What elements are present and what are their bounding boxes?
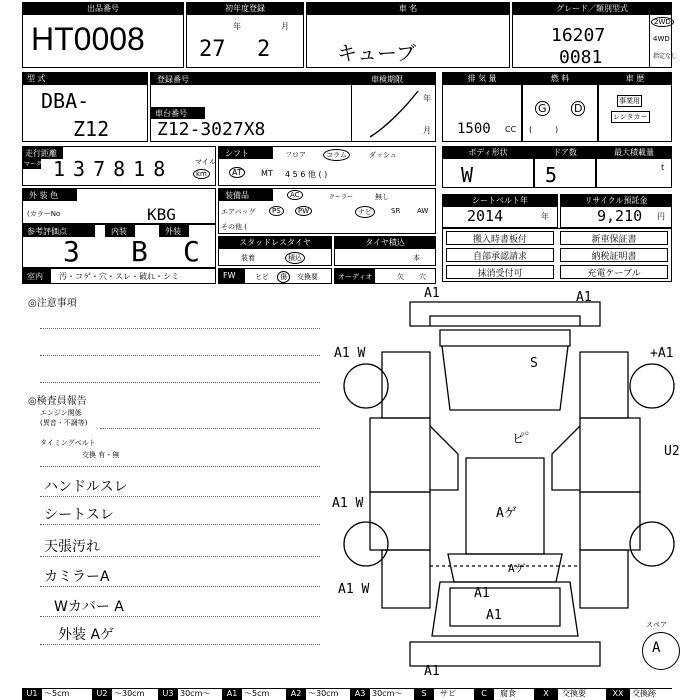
- mileage-cell: [22, 146, 216, 186]
- displacement-label: 排 気 量: [443, 73, 521, 85]
- grades-score: 3: [63, 235, 80, 268]
- spare-label: スペア: [646, 621, 667, 629]
- car-diagram: [330, 286, 690, 686]
- grade-cell: [512, 2, 678, 68]
- chassis-value: Z12-3027X8: [157, 119, 266, 140]
- note-4: カミラーA: [44, 569, 110, 585]
- doc-6: 充電ケーブル: [560, 265, 668, 279]
- inspector-heading: ◎検査員報告: [28, 396, 87, 407]
- grades-interior-label: 内装: [111, 227, 127, 236]
- fuel-label: 燃 料: [523, 73, 597, 85]
- first-reg-year: 27: [199, 37, 226, 62]
- drive-2wd: 2WD: [651, 17, 674, 27]
- grade-label: グレード／類別型式: [513, 3, 671, 15]
- note-1: ハンドルスレ: [44, 479, 128, 495]
- color-sub: (カラーNo: [27, 210, 61, 218]
- studless-opt1: 装着: [241, 254, 255, 262]
- inspection-month-label: 月: [423, 126, 431, 135]
- legend-key-c: C: [474, 688, 494, 700]
- fw-label: FW: [223, 271, 236, 280]
- equip-sr: SR: [391, 207, 401, 215]
- grades-exterior: C: [183, 235, 200, 268]
- equip-cooler: クーラー: [329, 194, 354, 201]
- grades-label: 参考評価点: [27, 227, 67, 236]
- studless-cell: [218, 236, 332, 266]
- shift-dash: ダッシュ: [369, 151, 397, 159]
- legend-text-x: 交換要: [562, 689, 586, 698]
- shift-mt: MT: [261, 169, 273, 178]
- shift-label: シフト: [225, 149, 249, 158]
- mark-1: A1: [424, 286, 440, 301]
- history-label: 車 歴: [599, 73, 671, 85]
- caution-heading: ◎注意事項: [28, 298, 77, 309]
- mark-14: A1: [486, 608, 502, 623]
- equip-airbag: エアバッグ: [221, 208, 256, 216]
- mark-10: Aゲ: [508, 562, 526, 575]
- doc-2: 新車保証書: [560, 231, 668, 245]
- recycle-unit: 円: [657, 212, 665, 221]
- shift-cell: [218, 146, 436, 186]
- first-reg-year-label: 年: [233, 22, 241, 31]
- grade-line1: 16207: [551, 25, 606, 46]
- fuel-d: D: [571, 101, 585, 116]
- studless-label: スタッドレスタイヤ: [219, 237, 331, 249]
- fw-cell: [218, 268, 332, 284]
- grades-interior: B: [131, 235, 148, 268]
- lot-number-label: 出品番号: [23, 3, 183, 15]
- equip-ps: PS: [269, 206, 284, 216]
- mark-3: A1 W: [334, 346, 366, 361]
- tire-load-unit: 本: [413, 254, 420, 262]
- legend-key-xx: XX: [606, 688, 630, 700]
- mark-8: A1 W: [332, 496, 364, 511]
- mark-9: Aゲ: [496, 506, 517, 521]
- equipment-label: 装備品: [225, 191, 249, 200]
- legend-text-xx: 交換跡: [632, 689, 656, 698]
- inspection-label: 車検期限: [371, 75, 403, 84]
- inspection-strike: [366, 87, 422, 141]
- engine-label: エンジン関係: [40, 409, 82, 417]
- equip-other: その他 (: [221, 223, 247, 231]
- displacement-unit: CC: [505, 125, 517, 134]
- model-label: 型 式: [23, 73, 147, 85]
- mark-12: A1 W: [338, 582, 370, 597]
- legend-text-c: 腐食: [500, 689, 516, 698]
- interior-note-label: 室内: [27, 272, 43, 281]
- doors-label: ドア数: [535, 147, 595, 159]
- displacement-value: 1500: [457, 121, 491, 137]
- history-opt1: 事業用: [619, 97, 640, 105]
- grades-cell: [22, 224, 216, 268]
- timing-sub: 交換 有・無: [82, 451, 120, 459]
- spare-mark: A: [652, 640, 661, 656]
- equip-ac: AC: [287, 190, 303, 200]
- timing-label: タイミングベルト: [40, 439, 96, 447]
- legend-text-u2: ～30cm: [114, 689, 145, 698]
- legend-key-s: S: [414, 688, 434, 700]
- car-name-value: キューブ: [337, 41, 416, 65]
- mileage-unit-km: km: [193, 169, 210, 179]
- doc-3: 自部承認請求: [446, 248, 554, 262]
- registration-cell: [150, 72, 436, 142]
- chassis-label: 車台番号: [155, 109, 187, 118]
- equipment-cell: [218, 188, 436, 234]
- first-reg-month-label: 月: [281, 22, 289, 31]
- shift-column: コラム: [323, 149, 350, 161]
- capacity-label: 最大積載量: [597, 147, 671, 159]
- note-6: 外装 Aゲ: [58, 627, 115, 643]
- note-3: 天張汚れ: [44, 539, 100, 555]
- equip-aw: AW: [417, 207, 429, 215]
- history-opt2: レンタカー: [613, 113, 648, 121]
- grade-line2: 0081: [559, 47, 603, 68]
- doc-1: 搬入時書板付: [446, 231, 554, 245]
- shift-floor: フロア: [285, 151, 306, 159]
- mileage-label: 走行距離: [25, 149, 57, 158]
- fw-opt1: ヒビ: [255, 273, 269, 281]
- fw-opt3: 交換要: [297, 273, 318, 281]
- car-name-cell: [306, 2, 510, 68]
- studless-opt2: 積込: [285, 252, 305, 264]
- inspection-year-label: 年: [423, 94, 431, 103]
- color-value: KBG: [147, 205, 176, 224]
- first-registration-label: 初年度登録: [187, 3, 303, 15]
- audio-opt1: 欠: [397, 273, 404, 281]
- audio-opt2: 穴: [419, 273, 426, 281]
- doors-cell: [534, 146, 596, 188]
- seatbelt-label: シートベルト年: [443, 195, 557, 207]
- interior-note-cell: [22, 268, 216, 284]
- body-cell: [442, 146, 534, 188]
- doc-5: 抹消受付可: [446, 265, 554, 279]
- color-cell: [22, 188, 216, 224]
- first-reg-month: 2: [257, 37, 271, 62]
- legend-key-a3: A3: [350, 688, 370, 700]
- mileage-mark: マーク: [24, 161, 43, 168]
- model-value1: DBA-: [41, 89, 90, 113]
- legend-key-u3: U3: [158, 688, 178, 700]
- doors-value: 5: [545, 163, 558, 187]
- seatbelt-unit: 年: [541, 212, 549, 221]
- legend-key-x: X: [534, 688, 558, 700]
- mileage-unit-mile: マイル: [195, 158, 216, 166]
- displacement-cell: [442, 72, 522, 142]
- legend-key-a1: A1: [222, 688, 242, 700]
- car-name-label: 車 名: [307, 3, 509, 15]
- body-label: ボディ形状: [443, 147, 533, 159]
- legend-text-a1: ～5cm: [244, 689, 270, 698]
- grades-exterior-label: 外装: [165, 227, 181, 236]
- legend-key-a2: A2: [286, 688, 306, 700]
- interior-note-text: 汚・コゲ・穴・スレ・破れ・シミ: [59, 272, 179, 281]
- recycle-cell: [560, 194, 672, 228]
- lot-number-cell: [22, 2, 184, 68]
- mark-6: ピ゜: [512, 432, 539, 447]
- tire-load-label: タイヤ積込: [335, 237, 435, 249]
- mark-7: U2: [664, 444, 680, 459]
- legend-key-u2: U2: [92, 688, 112, 700]
- color-label: 外 装 色: [29, 191, 59, 200]
- spare-tire: [642, 632, 680, 670]
- mark-4: +A1: [650, 346, 674, 361]
- fuel-cell: 燃 料 G D ( ): [522, 72, 598, 142]
- legend-text-s: サビ: [440, 689, 456, 698]
- seatbelt-value: 2014: [467, 207, 504, 225]
- drive-4wd: 4WD: [653, 35, 670, 43]
- legend-key-u1: U1: [22, 688, 42, 700]
- model-cell: [22, 72, 148, 142]
- seatbelt-cell: [442, 194, 558, 228]
- legend-text-u3: 30cm～: [180, 689, 211, 698]
- drive-spec: 指定なし: [653, 53, 678, 60]
- legend-text-a3: 30cm～: [372, 689, 403, 698]
- mark-13: A1: [424, 664, 440, 679]
- registration-number-label: 登録番号: [157, 75, 189, 84]
- audio-cell: [334, 268, 436, 284]
- tire-load-cell: [334, 236, 436, 266]
- note-5: Wカバー A: [54, 599, 124, 615]
- lot-number-value: HT0008: [31, 21, 145, 57]
- capacity-unit: t: [661, 163, 665, 172]
- history-cell: [598, 72, 672, 142]
- doc-4: 納税証明書: [560, 248, 668, 262]
- capacity-cell: [596, 146, 672, 188]
- engine-sub: (異音・不調等): [40, 419, 88, 427]
- mark-11: A1: [474, 586, 490, 601]
- shift-at: AT: [229, 167, 245, 178]
- mileage-value: 137818: [53, 157, 174, 181]
- equip-pw: PW: [295, 206, 312, 216]
- recycle-value: 9,210: [597, 207, 643, 225]
- mark-2: A1: [576, 290, 592, 305]
- audio-label: オーディオ: [338, 273, 373, 281]
- mark-5: S: [530, 356, 538, 371]
- note-2: シートスレ: [44, 507, 114, 523]
- equip-none: 無し: [375, 193, 389, 201]
- legend-text-u1: ～5cm: [44, 689, 70, 698]
- fw-opt2: 傷: [277, 271, 290, 283]
- legend-text-a2: ～30cm: [308, 689, 339, 698]
- model-value2: Z12: [73, 117, 110, 141]
- equip-navi: ナビ: [355, 206, 375, 218]
- shift-gears: 4 5 6 他 ( ): [285, 170, 328, 179]
- body-value: W: [461, 163, 474, 187]
- fuel-g: G: [535, 101, 550, 116]
- recycle-label: リサイクル預託金: [561, 195, 671, 207]
- first-registration-cell: [186, 2, 304, 68]
